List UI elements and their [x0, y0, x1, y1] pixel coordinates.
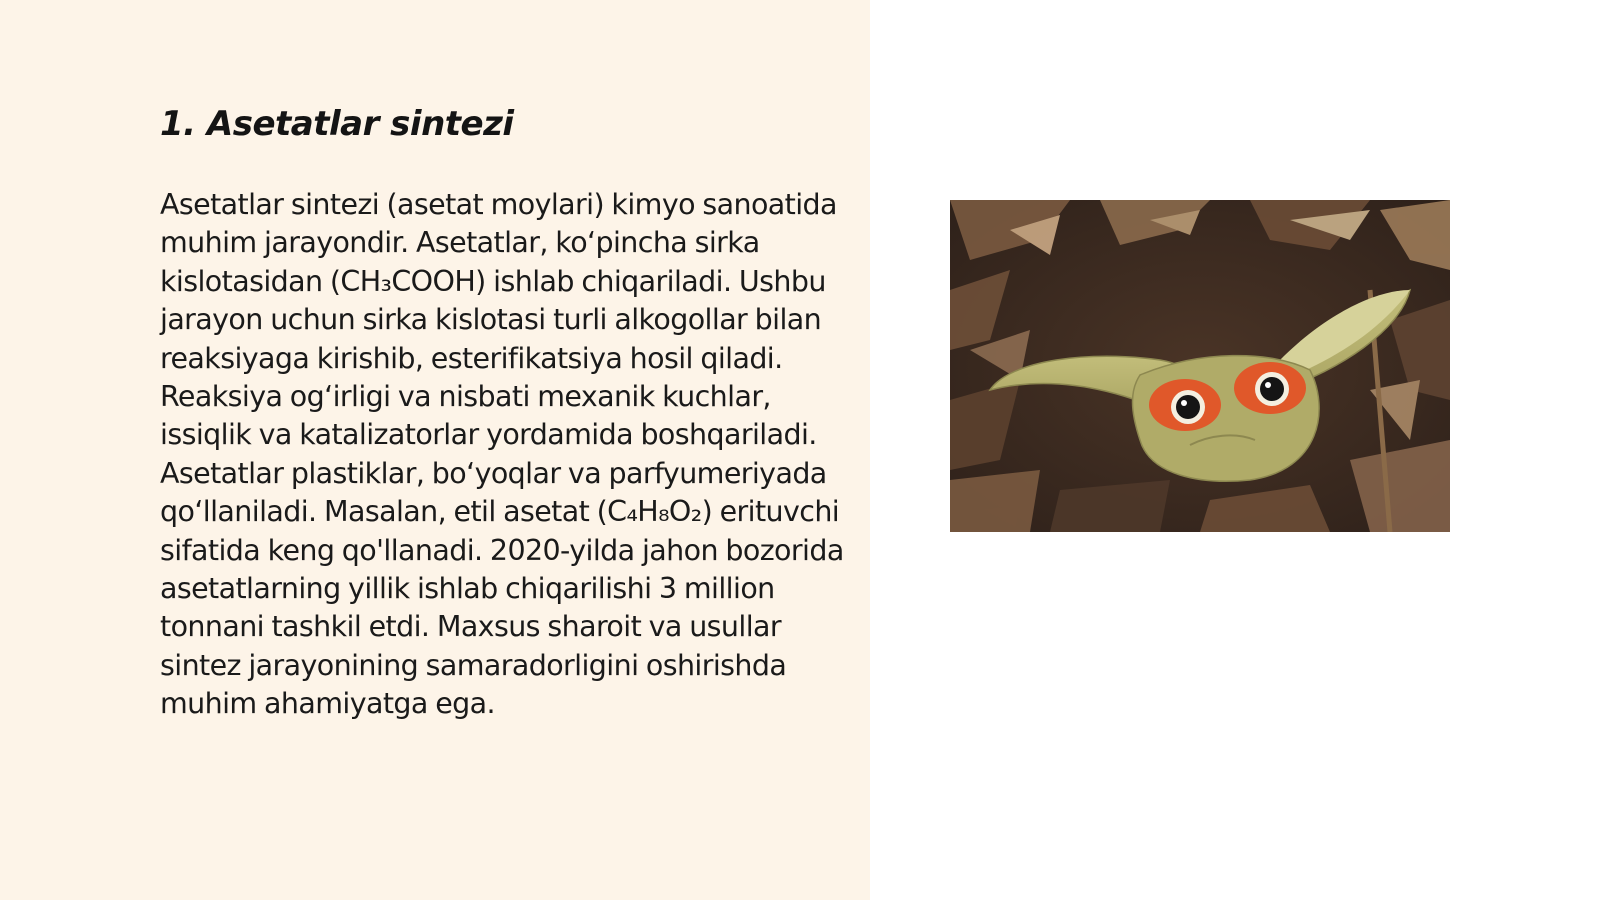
slide-body-text: Asetatlar sintezi (asetat moylari) kimyo sanoatida muhim jarayondir. Asetatlar, ko‘pincha sirka kislotasidan (CH₃COOH) ishlab chiqariladi. Ushbu jarayon uchun sirka kislotasi turli alkogollar bilan reaksiyaga kirishib, esterifikatsiya hosil qiladi. Reaksiya og‘irligi va nisbati mexanik kuchlar, issiqlik va katalizatorlar yordamida boshqariladi. Asetatlar plastiklar, bo‘yoqlar va parfyumeriyada qo‘llaniladi. Masalan, etil asetat (C₄H₈O₂) erituvchi sifatida keng qo'llanadi. 2020-yilda jahon bozorida asetatlarning yillik ishlab chiqarilishi 3 million tonnani tashkil etdi. Maxsus sharoit va usullar sintez jarayonining samaradorligini oshirishda muhim ahamiyatga ega.	[160, 188, 844, 721]
moth-photo-icon	[950, 200, 1450, 532]
slide-title: 1. Asetatlar sintezi	[160, 104, 514, 144]
moth-photo	[950, 200, 1450, 532]
